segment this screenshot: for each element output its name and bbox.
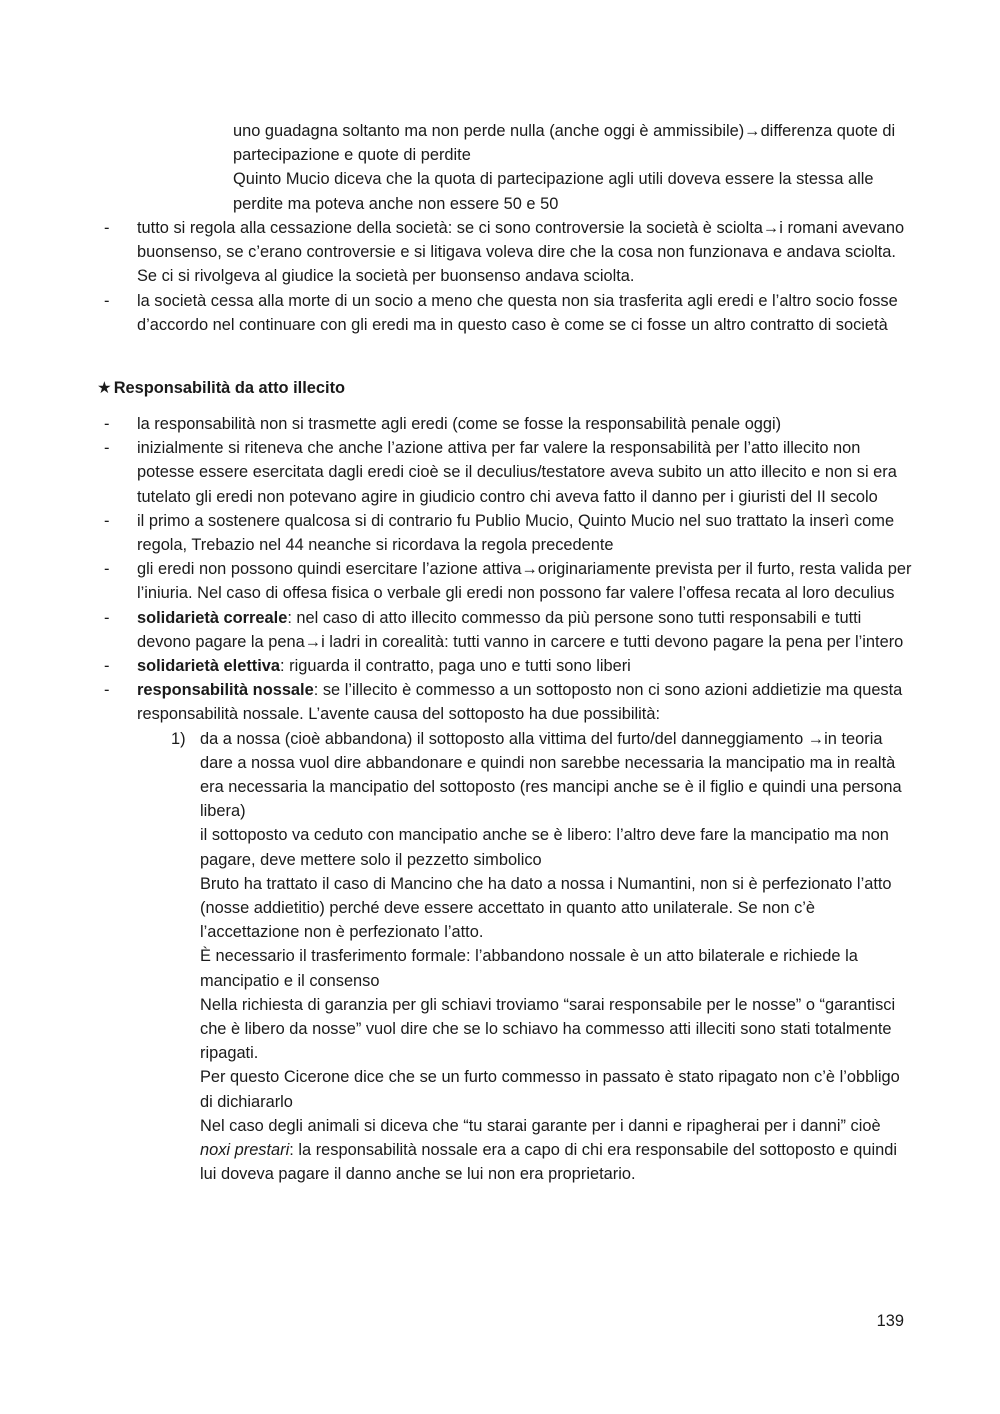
paragraph: [200, 1114, 914, 1187]
paragraph: da a nossa (cioè abbandona) il sottoposto alla vittima del furto/del danneggiamento →in teoria dare a nossa vuol dire abbandonare e quindi non sarebbe necessaria la mancipatio ma in realtà era necessaria la mancipatio del sottoposto (res mancipi anche se è il figlio e quindi una persona libera): [200, 729, 902, 821]
term-bold: solidarietà elettiva: [137, 657, 281, 676]
paragraph: Nella richiesta di garanzia per gli schiavi troviamo “sarai responsabile per le nosse” o “garantisci che è libero da nosse” vuol dire che se lo schiavo ha commesso atti illeciti sono stati totalmente ripagati.: [200, 995, 896, 1063]
item-number: 1): [171, 729, 186, 748]
heading-text: Responsabilità da atto illecito: [113, 379, 346, 397]
dash-bullet: -: [104, 681, 110, 700]
list-item: [104, 678, 914, 726]
dash-list-illecito: [104, 412, 914, 1187]
dash-bullet: -: [104, 291, 110, 310]
dash-bullet: -: [104, 219, 110, 237]
text-run: Nel caso degli animali si diceva che “tu starai garante per i danni e ripagherai per i danni” cioè: [200, 1116, 881, 1135]
dash-bullet: -: [104, 560, 110, 579]
paragraph: il sottoposto va ceduto con mancipatio anche se è libero: l’altro deve fare la mancipatio ma non pagare, deve mettere solo il pezzetto simbolico: [200, 826, 889, 869]
list-item: [104, 606, 914, 654]
paragraph: Quinto Mucio diceva che la quota di partecipazione agli utili doveva essere la stessa alle perdite ma poteva anche non essere 50 e 50: [233, 170, 874, 213]
list-item: [104, 289, 914, 337]
page-number: 139: [876, 1312, 904, 1330]
dash-bullet: -: [104, 439, 110, 458]
text-run: : la responsabilità nossale era a capo di chi era responsabile del sottoposto e quindi lui doveva pagare il danno anche se lui non era proprietario.: [200, 1141, 898, 1184]
latin-term-italic: noxi prestari: [200, 1141, 290, 1160]
list-item: [104, 654, 914, 678]
list-item: [104, 557, 914, 605]
list-item-text: inizialmente si riteneva che anche l’azione attiva per far valere la responsabilità per l’atto illecito non potesse essere esercitata dagli eredi cioè se il deculius/testatore aveva subito un atto illecito e non si era tutelato gli eredi non potevano agire in giudicio contro chi aveva fatto il danno per i giuristi del II secolo: [137, 439, 897, 506]
list-item-text: tutto si regola alla cessazione della società: se ci sono controversie la società è sciolta→i romani avevano buonsenso, se c’erano controversie e si litigava voleva dire che la cosa non funzionava e andava sciolta. Se ci si rivolgeva al giudice la società per buonsenso andava sciolta.: [137, 219, 905, 286]
star-icon: ★: [97, 379, 112, 397]
term-bold: responsabilità nossale: [137, 681, 314, 700]
list-item-text: gli eredi non possono quindi esercitare l’azione attiva→originariamente prevista per il furto, resta valida per l’iniuria. Nel caso di offesa fisica o verbale gli eredi non possono far valere l’offesa recata al loro deculius: [137, 560, 912, 603]
list-item-text: : se l’illecito è commesso a un sottoposto non ci sono azioni addietizie ma questa responsabilità nossale. L’avente causa del sottoposto ha due possibilità:: [137, 681, 903, 724]
list-item-text: la responsabilità non si trasmette agli eredi (come se fosse la responsabilità penale oggi): [137, 415, 782, 433]
numbered-item: [104, 727, 914, 1187]
continued-text: [233, 119, 918, 216]
paragraph: Bruto ha trattato il caso di Mancino che ha dato a nossa i Numantini, non si è perfezionato l’atto (nosse addietitio) perché deve essere accettato in quanto atto unilaterale. Se non c’è l’accettazione non è perfezionato l’atto.: [200, 874, 892, 942]
list-item: [104, 509, 914, 557]
dash-bullet: -: [104, 415, 110, 433]
list-item: [104, 216, 914, 289]
paragraph: uno guadagna soltanto ma non perde nulla (anche oggi è ammissibile)→differenza quote di partecipazione e quote di perdite: [233, 122, 896, 165]
paragraph: È necessario il trasferimento formale: l’abbandono nossale è un atto bilaterale e richiede la mancipatio e il consenso: [200, 947, 858, 990]
list-item: [104, 436, 914, 509]
dash-bullet: -: [104, 511, 110, 530]
list-item: [104, 412, 914, 436]
list-item-text: il primo a sostenere qualcosa si di contrario fu Publio Mucio, Quinto Mucio nel suo trattato la inserì come regola, Trebazio nel 44 neanche si ricordava la regola precedente: [137, 511, 895, 555]
dash-bullet: -: [104, 608, 110, 627]
dash-list-societa: [104, 216, 914, 337]
list-item-text: : riguarda il contratto, paga uno e tutti sono liberi: [280, 657, 631, 676]
term-bold: solidarietà correale: [137, 608, 288, 627]
section-heading: [97, 376, 345, 400]
dash-bullet: -: [104, 657, 110, 676]
numbered-list: [104, 727, 914, 1187]
list-item-text: la società cessa alla morte di un socio a meno che questa non sia trasferita agli eredi e l’altro socio fosse d’accordo nel continuare con gli eredi ma in questo caso è come se ci fosse un altro contratto di società: [137, 291, 898, 334]
list-item-text: : nel caso di atto illecito commesso da più persone sono tutti responsabili e tutti devono pagare la pena→i ladri in corealità: tutti vanno in carcere e tutti devono pagare la pena per l’intero: [137, 608, 904, 651]
paragraph: Per questo Cicerone dice che se un furto commesso in passato è stato ripagato non c’è l’obbligo di dichiararlo: [200, 1068, 900, 1111]
